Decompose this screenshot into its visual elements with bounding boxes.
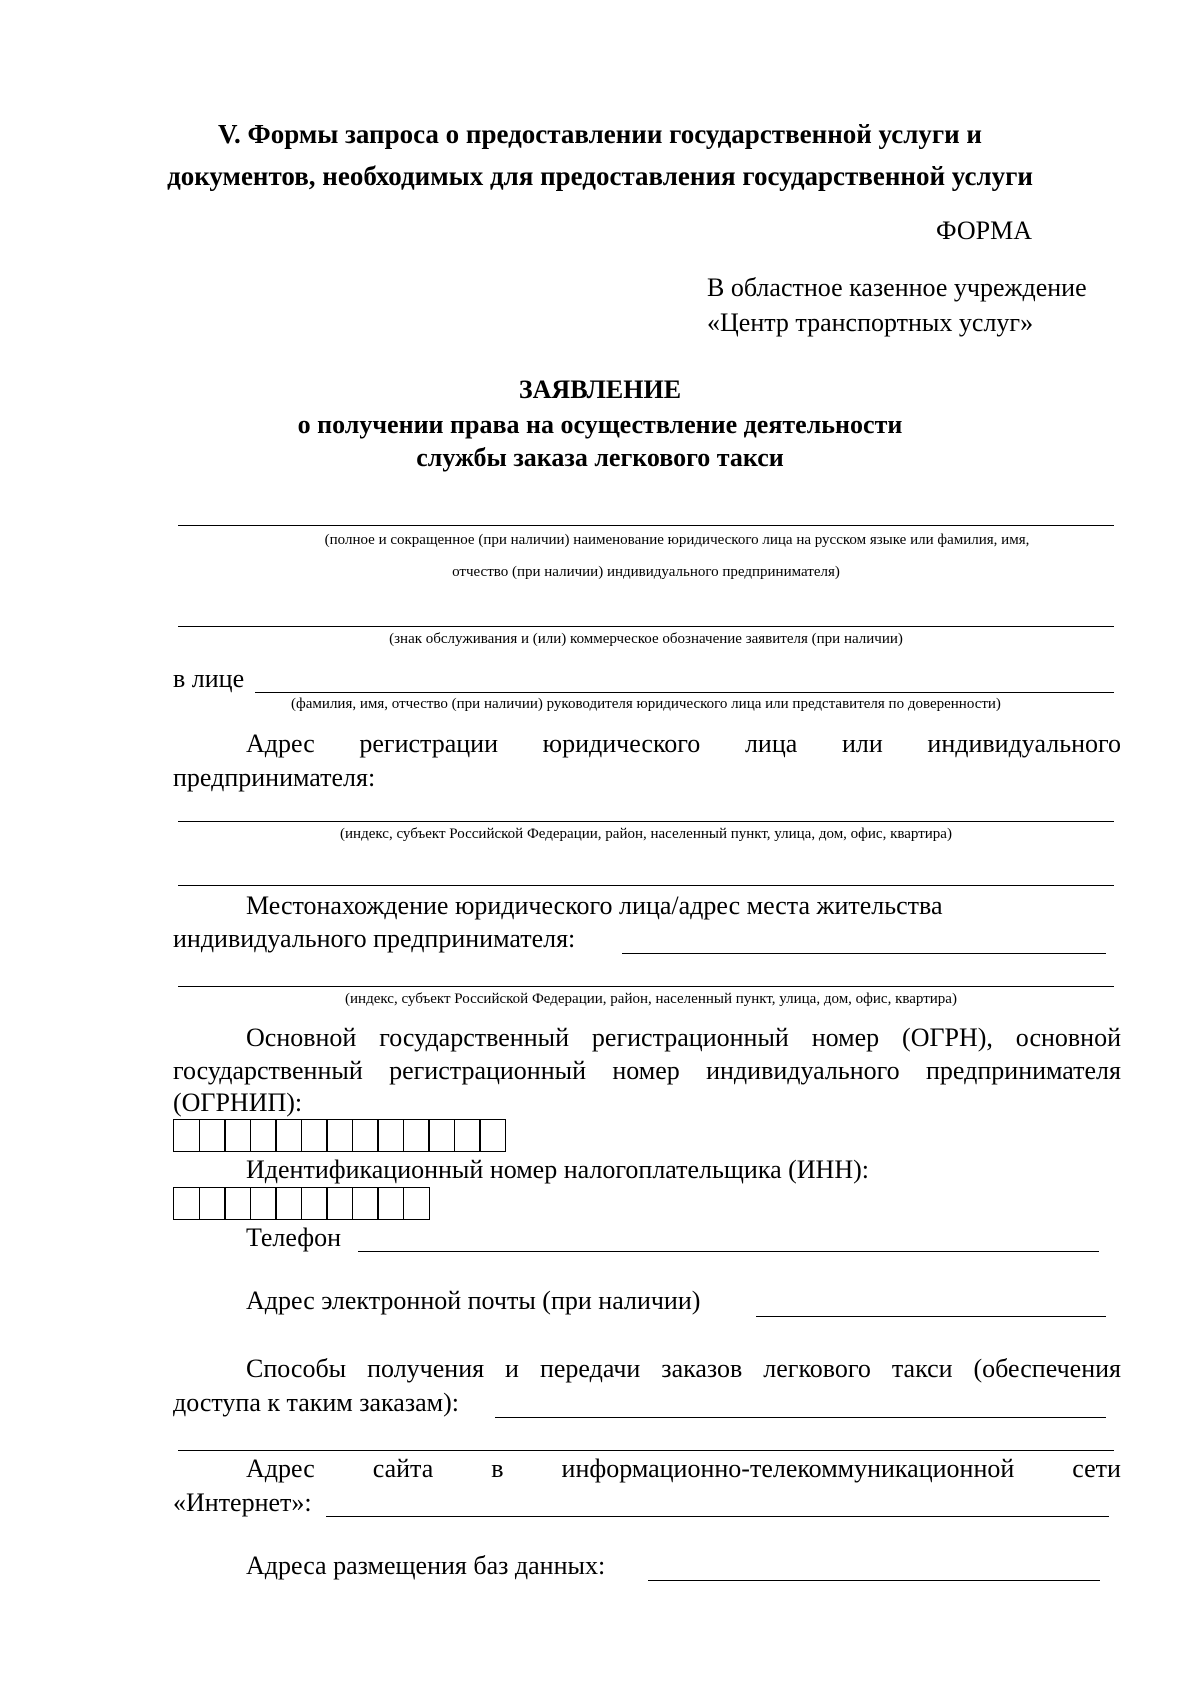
reg-address-label-line2: предпринимателя: <box>173 763 376 792</box>
databases-label: Адреса размещения баз данных: <box>246 1551 606 1580</box>
ogrn-cell[interactable] <box>454 1119 481 1152</box>
word: Адрес <box>246 729 315 758</box>
orders-fill-line-2[interactable] <box>178 1450 1114 1451</box>
document-title: ЗАЯВЛЕНИЕ <box>518 375 682 404</box>
word: индивидуального <box>927 729 1121 758</box>
inn-cell[interactable] <box>403 1187 430 1220</box>
ogrn-cell[interactable] <box>377 1119 404 1152</box>
document-subtitle-line1: о получении права на осуществление деятельности <box>297 410 903 439</box>
ogrn-cell[interactable] <box>250 1119 277 1152</box>
word: сети <box>1072 1454 1121 1483</box>
reg-address-caption: (индекс, субъект Российской Федерации, район, населенный пункт, улица, дом, офис, квартира) <box>340 826 952 842</box>
ogrn-cell[interactable] <box>428 1119 455 1152</box>
location-fill-line-2[interactable] <box>178 986 1114 987</box>
orders-fill-line[interactable] <box>495 1417 1106 1418</box>
email-fill-line[interactable] <box>756 1316 1106 1317</box>
ogrn-label-line3: (ОГРНИП): <box>173 1088 303 1117</box>
inn-cell[interactable] <box>326 1187 353 1220</box>
inn-cell[interactable] <box>352 1187 379 1220</box>
website-label-line2: «Интернет»: <box>173 1488 312 1517</box>
location-label-line1: Местонахождение юридического лица/адрес места жительства <box>246 891 943 920</box>
inn-cell[interactable] <box>224 1187 251 1220</box>
inn-cell[interactable] <box>199 1187 226 1220</box>
document-subtitle-line2: службы заказа легкового такси <box>416 443 784 472</box>
ogrn-label-line1: Основной государственный регистрационный номер (ОГРН), основной <box>246 1023 1121 1052</box>
databases-fill-line[interactable] <box>648 1580 1100 1581</box>
inn-cell[interactable] <box>275 1187 302 1220</box>
reg-address-label-line1 <box>246 727 1121 761</box>
word: регистрации <box>359 729 499 758</box>
website-label-line1 <box>246 1452 1121 1486</box>
ogrn-cell[interactable] <box>352 1119 379 1152</box>
inn-cell[interactable] <box>301 1187 328 1220</box>
ogrn-cell[interactable] <box>326 1119 353 1152</box>
phone-fill-line[interactable] <box>358 1251 1099 1252</box>
word: информационно-телекоммуникационной <box>561 1454 1015 1483</box>
website-fill-line[interactable] <box>326 1516 1109 1517</box>
name-caption-line2: отчество (при наличии) индивидуального предпринимателя) <box>452 564 840 580</box>
addressee-line2: «Центр транспортных услуг» <box>707 308 1034 337</box>
orders-label-line1: Способы получения и передачи заказов легкового такси (обеспечения <box>246 1354 1121 1383</box>
representative-fill-line[interactable] <box>255 692 1114 693</box>
ogrn-label-line2: государственный регистрационный номер индивидуального предпринимателя <box>173 1056 1121 1085</box>
addressee-line1: В областное казенное учреждение <box>707 273 1087 302</box>
phone-label: Телефон <box>246 1223 342 1252</box>
representative-caption: (фамилия, имя, отчество (при наличии) руководителя юридического лица или представителя по доверенности) <box>291 696 1001 712</box>
inn-label: Идентификационный номер налогоплательщика (ИНН): <box>246 1155 869 1184</box>
location-fill-line[interactable] <box>622 953 1106 954</box>
ogrn-cell[interactable] <box>479 1119 506 1152</box>
word: в <box>491 1454 504 1483</box>
inn-cell[interactable] <box>250 1187 277 1220</box>
location-caption: (индекс, субъект Российской Федерации, район, населенный пункт, улица, дом, офис, квартира) <box>345 991 957 1007</box>
trademark-caption: (знак обслуживания и (или) коммерческое обозначение заявителя (при наличии) <box>389 631 903 647</box>
word: Адрес <box>246 1454 315 1483</box>
section-heading-line1: V. Формы запроса о предоставлении государственной услуги и <box>218 119 982 149</box>
in-person-label: в лице <box>173 664 245 693</box>
word: лица <box>744 729 798 758</box>
name-fill-line[interactable] <box>178 525 1114 526</box>
reg-address-fill-line[interactable] <box>178 821 1114 822</box>
ogrn-input-cells[interactable] <box>173 1119 506 1152</box>
trademark-fill-line[interactable] <box>178 626 1114 627</box>
inn-input-cells[interactable] <box>173 1187 430 1220</box>
location-label-line2: индивидуального предпринимателя: <box>173 924 576 953</box>
orders-label-line2: доступа к таким заказам): <box>173 1388 459 1417</box>
word: или <box>841 729 883 758</box>
ogrn-cell[interactable] <box>275 1119 302 1152</box>
inn-cell[interactable] <box>377 1187 404 1220</box>
ogrn-cell[interactable] <box>224 1119 251 1152</box>
word: сайта <box>372 1454 434 1483</box>
name-caption-line1: (полное и сокращенное (при наличии) наименование юридического лица на русском языке или фамилия, имя, <box>324 532 1030 548</box>
ogrn-cell[interactable] <box>403 1119 430 1152</box>
ogrn-cell[interactable] <box>199 1119 226 1152</box>
email-label: Адрес электронной почты (при наличии) <box>246 1286 701 1315</box>
ogrn-cell[interactable] <box>301 1119 328 1152</box>
inn-cell[interactable] <box>173 1187 200 1220</box>
section-heading-line2: документов, необходимых для предоставления государственной услуги <box>167 161 1033 191</box>
word: юридического <box>542 729 701 758</box>
reg-address-fill-line-2[interactable] <box>178 885 1114 886</box>
form-label: ФОРМА <box>936 216 1032 245</box>
ogrn-cell[interactable] <box>173 1119 200 1152</box>
